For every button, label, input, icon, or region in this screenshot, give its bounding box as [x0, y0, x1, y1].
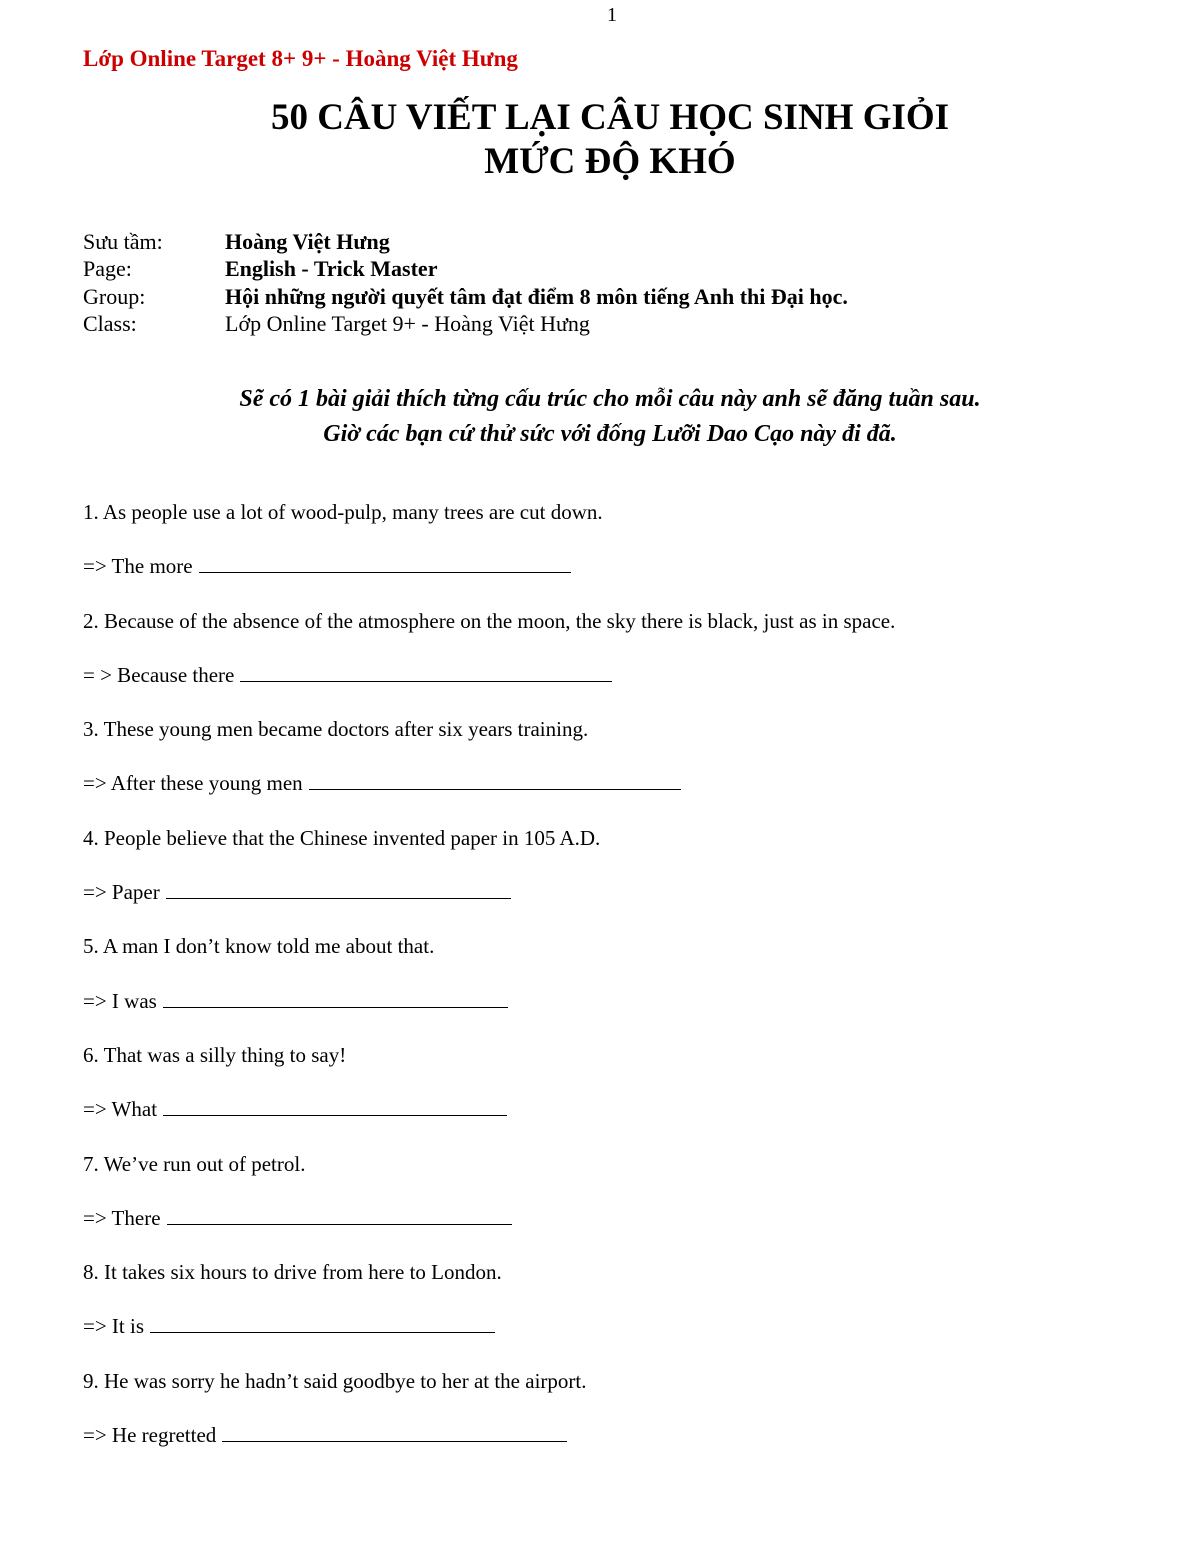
question-text: 6. That was a silly thing to say!: [83, 1042, 347, 1067]
intro-line-2: Giờ các bạn cứ thử sức với đống Lưỡi Dao Cạo này đi đã.: [323, 421, 897, 447]
info-value: English - Trick Master: [225, 256, 438, 282]
answer-blank[interactable]: [163, 1101, 507, 1116]
question-text: 8. It takes six hours to drive from here to London.: [83, 1260, 502, 1285]
info-label: Class:: [83, 310, 137, 336]
answer-prompt: => He regretted: [83, 1423, 217, 1448]
answer-prompt: => The more: [83, 554, 193, 579]
answer-prompt: => There: [83, 1205, 161, 1230]
info-row-collector: [83, 228, 848, 255]
info-row-page: [83, 255, 848, 282]
answer-line: [83, 1204, 895, 1258]
question-text: 2. Because of the absence of the atmosphere on the moon, the sky there is black, just as in space.: [83, 608, 896, 633]
info-label: Page:: [83, 256, 132, 282]
info-value: Hoàng Việt Hưng: [225, 229, 390, 254]
answer-line: [83, 1095, 895, 1149]
answer-line: [83, 1421, 895, 1475]
question-text: 7. We’ve run out of petrol.: [83, 1151, 306, 1176]
answer-blank[interactable]: [222, 1427, 567, 1442]
info-label: Sưu tầm:: [83, 229, 163, 254]
answer-prompt: = > Because there: [83, 662, 235, 687]
info-value: Hội những người quyết tâm đạt điểm 8 môn tiếng Anh thi Đại học.: [225, 283, 848, 309]
answer-prompt: => I was: [83, 988, 157, 1013]
question-text: 1. As people use a lot of wood-pulp, many trees are cut down.: [83, 500, 603, 524]
title-line-2: MỨC ĐỘ KHÓ: [484, 141, 736, 182]
title-line-1: 50 CÂU VIẾT LẠI CÂU HỌC SINH GIỎI: [270, 97, 950, 138]
question-text: 4. People believe that the Chinese invented paper in 105 A.D.: [83, 825, 601, 850]
answer-blank[interactable]: [166, 884, 511, 899]
answer-line: [83, 769, 895, 823]
answer-prompt: => Paper: [83, 880, 160, 905]
question-text: 3. These young men became doctors after six years training.: [83, 717, 589, 742]
answer-blank[interactable]: [240, 667, 612, 682]
page-number: 1: [607, 4, 617, 26]
answer-blank[interactable]: [309, 775, 681, 790]
answer-blank[interactable]: [163, 993, 508, 1008]
info-value: Lớp Online Target 9+ - Hoàng Việt Hưng: [225, 310, 590, 336]
info-row-group: [83, 283, 848, 310]
question-text: 9. He was sorry he hadn’t said goodbye to her at the airport.: [83, 1368, 587, 1393]
info-row-class: [83, 310, 848, 337]
answer-prompt: => It is: [83, 1314, 145, 1339]
intro-line-1: Sẽ có 1 bài giải thích từng cấu trúc cho mỗi câu này anh sẽ đăng tuần sau.: [239, 386, 981, 412]
info-block: [83, 228, 848, 337]
question-list: [83, 498, 895, 1475]
answer-line: [83, 661, 895, 715]
answer-line: [83, 987, 895, 1041]
answer-prompt: => After these young men: [83, 771, 303, 796]
document-title: [0, 96, 1200, 184]
answer-blank[interactable]: [199, 558, 571, 573]
header-note: Lớp Online Target 8+ 9+ - Hoàng Việt Hưng: [83, 46, 518, 71]
answer-line: [83, 1312, 895, 1366]
info-label: Group:: [83, 283, 146, 309]
answer-prompt: => What: [83, 1097, 158, 1122]
intro-note: [0, 382, 1200, 452]
answer-line: [83, 878, 895, 932]
question-text: 5. A man I don’t know told me about that.: [83, 934, 435, 959]
answer-blank[interactable]: [150, 1318, 495, 1333]
answer-blank[interactable]: [167, 1210, 512, 1225]
answer-line: [83, 552, 895, 606]
